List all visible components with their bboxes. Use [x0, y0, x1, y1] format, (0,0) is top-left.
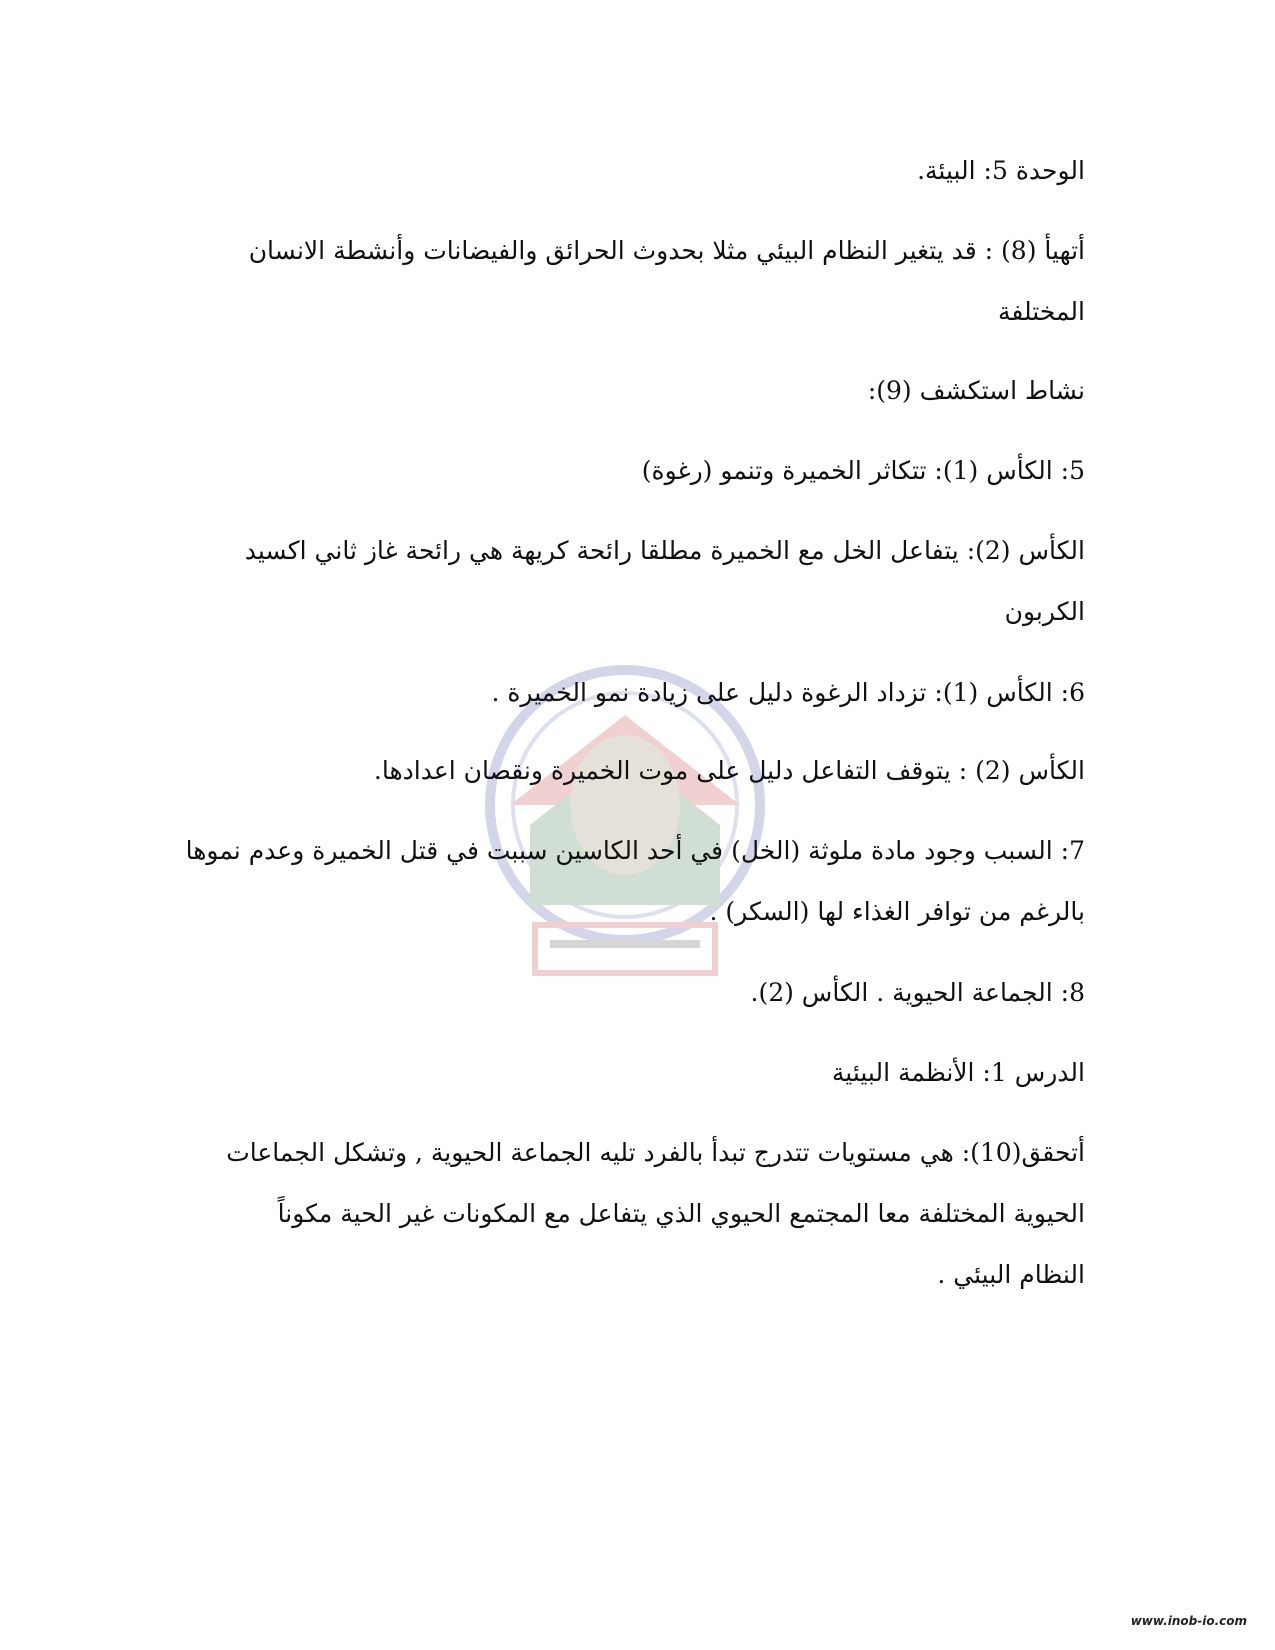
paragraph-answer-6-cup2: [185, 740, 1085, 801]
text-line: الحيوية المختلفة معا المجتمع الحيوي الذي يتفاعل مع المكونات غير الحية مكوناً: [277, 1199, 1085, 1228]
text-line: أتهيأ (8) : قد يتغير النظام البيئي مثلا بحدوث الحرائق والفيضانات وأنشطة الانسان: [248, 236, 1085, 265]
text-line: أتحقق(10): هي مستويات تتدرج تبدأ بالفرد تليه الجماعة الحيوية , وتشكل الجماعات: [226, 1138, 1085, 1167]
text-line: النظام البيئي .: [937, 1260, 1085, 1289]
paragraph-answer-8: [185, 962, 1085, 1023]
text-line: 8: الجماعة الحيوية . الكأس (2).: [750, 978, 1085, 1007]
text-line: نشاط استكشف (9):: [867, 376, 1085, 405]
paragraph-prepare-8: [185, 220, 1085, 342]
paragraph-answer-7: [185, 820, 1085, 942]
text-line: الكربون: [1004, 597, 1085, 626]
text-line: الوحدة 5: البيئة.: [917, 156, 1085, 185]
text-line: 7: السبب وجود مادة ملوثة (الخل) في أحد الكاسين سببت في قتل الخميرة وعدم نموها: [185, 836, 1085, 865]
text-line: 6: الكأس (1): تزداد الرغوة دليل على زيادة نمو الخميرة .: [491, 678, 1085, 707]
paragraph-lesson-1: [185, 1042, 1085, 1103]
text-line: الكأس (2): يتفاعل الخل مع الخميرة مطلقا رائحة كريهة هي رائحة غاز ثاني اكسيد: [244, 536, 1085, 565]
footer-url: www.inob-io.com: [1130, 1614, 1247, 1628]
paragraph-answer-5-cup2: [185, 520, 1085, 642]
paragraph-answer-6-cup1: [185, 662, 1085, 723]
text-line: المختلفة: [997, 297, 1085, 326]
paragraph-unit-title: [185, 140, 1085, 201]
paragraph-answer-5-cup1: [185, 440, 1085, 501]
text-line: بالرغم من توافر الغذاء لها (السكر) .: [709, 897, 1085, 926]
text-line: الكأس (2) : يتوقف التفاعل دليل على موت الخميرة ونقصان اعدادها.: [373, 756, 1085, 785]
paragraph-verify-10: [185, 1122, 1085, 1305]
paragraph-activity-9: [185, 360, 1085, 421]
text-line: 5: الكأس (1): تتكاثر الخميرة وتنمو (رغوة): [641, 456, 1085, 485]
text-line: الدرس 1: الأنظمة البيئية: [831, 1058, 1085, 1087]
